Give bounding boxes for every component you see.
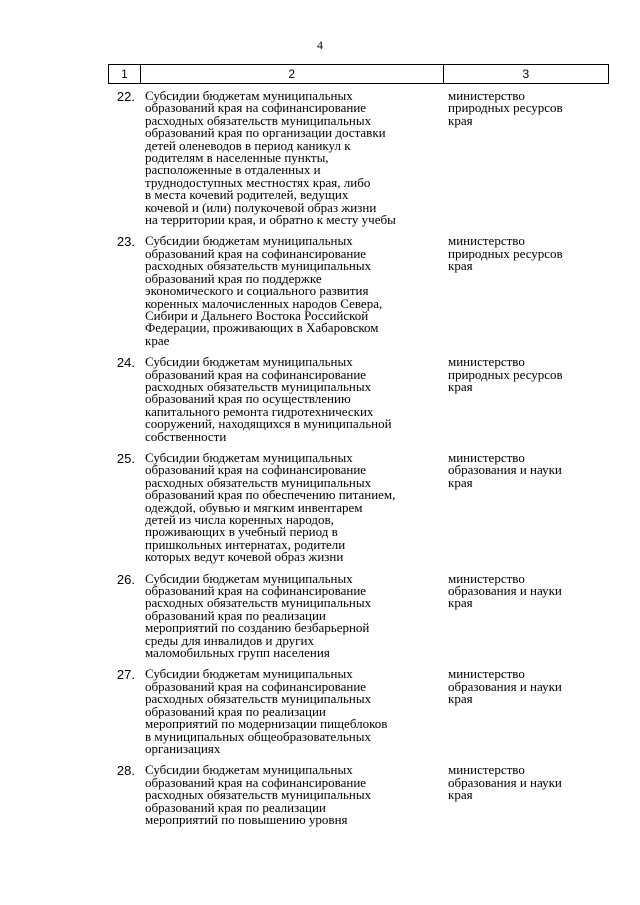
- description-line: экономического и социального развития: [145, 283, 369, 299]
- description-line: кочевой и (или) полукочевой образ жизни: [145, 199, 377, 215]
- description-line: расходных обязательств муниципальных: [145, 474, 372, 490]
- ministry-line: образования и науки: [448, 462, 562, 478]
- table-row: [108, 570, 609, 661]
- row-ministry: [442, 449, 607, 564]
- description-line: Федерации, проживающих в Хабаровском: [145, 320, 379, 336]
- column-header-1: 1: [109, 65, 141, 84]
- description-line: образований края по обеспечению питанием,: [145, 487, 396, 503]
- description-line: расходных обязательств муниципальных: [145, 595, 372, 611]
- ministry-line: природных ресурсов: [448, 100, 563, 116]
- ministry-line: края: [448, 378, 473, 394]
- description-line: образований края на софинансирование: [145, 366, 367, 382]
- description-line: расходных обязательств муниципальных: [145, 258, 372, 274]
- description-line: мероприятий по повышению уровня: [145, 811, 348, 827]
- description-line: которых ведут кочевой образ жизни: [145, 549, 344, 565]
- table-row: [108, 90, 609, 226]
- ministry-line: образования и науки: [448, 583, 562, 599]
- row-description: [139, 668, 442, 755]
- row-number: 22.: [116, 89, 135, 104]
- table-row: [108, 764, 609, 826]
- ministry-line: министерство: [448, 666, 525, 682]
- ministry-line: края: [448, 595, 473, 611]
- row-number: 24.: [116, 355, 135, 371]
- ministry-line: края: [448, 258, 473, 274]
- ministry-line: министерство: [448, 449, 525, 465]
- ministry-line: министерство: [448, 354, 525, 370]
- ministry-line: образования и науки: [448, 678, 562, 694]
- description-line: образований края по осуществлению: [145, 391, 351, 407]
- description-line: одеждой, обувью и мягким инвентарем: [145, 499, 363, 515]
- table-row: [108, 668, 609, 755]
- ministry-line: министерство: [448, 762, 525, 778]
- row-number: 27.: [116, 667, 135, 683]
- row-description: [139, 764, 442, 826]
- column-header-3: 3: [443, 65, 608, 84]
- row-ministry: [442, 235, 607, 347]
- row-description: [139, 356, 442, 443]
- description-line: труднодоступных местностях края, либо: [145, 174, 371, 190]
- description-line: Субсидии бюджетам муниципальных: [145, 354, 353, 370]
- description-line: в муниципальных общеобразовательных: [145, 728, 371, 744]
- row-ministry: [442, 570, 607, 660]
- ministry-line: края: [448, 474, 473, 490]
- description-line: расходных обязательств муниципальных: [145, 691, 372, 707]
- description-line: собственности: [145, 428, 227, 444]
- row-number: 23.: [116, 234, 135, 250]
- ministry-line: природных ресурсов: [448, 366, 563, 382]
- description-line: мероприятий по созданию безбарьерной: [145, 620, 370, 636]
- description-line: родителям в населенные пункты,: [145, 150, 329, 166]
- row-description: [139, 570, 442, 661]
- description-line: образований края на софинансирование: [145, 462, 367, 478]
- description-line: Субсидии бюджетам муниципальных: [145, 666, 353, 682]
- description-line: расходных обязательств муниципальных: [145, 787, 372, 803]
- description-line: расходных обязательств муниципальных: [145, 112, 372, 128]
- description-line: образований края на софинансирование: [145, 100, 367, 116]
- description-line: Субсидии бюджетам муниципальных: [145, 570, 353, 586]
- description-line: образований края по поддержке: [145, 270, 322, 286]
- table-header: [108, 64, 609, 84]
- description-line: сооружений, находящихся в муниципальной: [145, 416, 392, 432]
- description-line: капитального ремонта гидротехнических: [145, 403, 374, 419]
- row-number: 26.: [116, 571, 135, 587]
- description-line: проживающих в учебный период в: [145, 524, 338, 540]
- table-body: [108, 90, 609, 835]
- row-description: [139, 449, 442, 565]
- row-ministry: [442, 668, 607, 755]
- ministry-line: природных ресурсов: [448, 245, 563, 261]
- column-header-2: 2: [140, 65, 443, 84]
- description-line: расположенные в отдаленных и: [145, 162, 321, 178]
- row-ministry: [442, 356, 607, 443]
- description-line: организациях: [145, 740, 221, 756]
- description-line: Субсидии бюджетам муниципальных: [145, 88, 353, 103]
- ministry-line: министерство: [448, 233, 525, 249]
- row-number: 28.: [116, 763, 135, 779]
- row-ministry: [442, 90, 607, 226]
- description-line: образований края по организации доставки: [145, 125, 386, 141]
- description-line: в места кочевий родителей, ведущих: [145, 187, 349, 203]
- description-line: среды для инвалидов и других: [145, 632, 314, 648]
- description-line: образований края на софинансирование: [145, 245, 367, 261]
- table-row: [108, 356, 609, 443]
- description-line: детей из числа коренных народов,: [145, 512, 334, 527]
- ministry-line: края: [448, 112, 473, 128]
- description-line: мероприятий по модернизации пищеблоков: [145, 716, 388, 732]
- row-description: [139, 235, 442, 347]
- description-line: образований края по реализации: [145, 799, 326, 815]
- description-line: Субсидии бюджетам муниципальных: [145, 233, 353, 249]
- description-line: крае: [145, 332, 170, 348]
- table-row: [108, 235, 609, 347]
- description-line: Сибири и Дальнего Востока Российской: [145, 307, 369, 323]
- description-line: образований края по реализации: [145, 703, 326, 719]
- description-line: маломобильных групп населения: [145, 645, 330, 661]
- description-line: пришкольных интернатах, родители: [145, 536, 346, 552]
- row-description: [139, 90, 442, 226]
- description-line: образований края на софинансирование: [145, 678, 367, 694]
- row-number: 25.: [116, 450, 135, 466]
- description-line: коренных малочисленных народов Севера,: [145, 295, 383, 311]
- description-line: Субсидии бюджетам муниципальных: [145, 449, 353, 465]
- row-ministry: [442, 764, 607, 826]
- description-line: Субсидии бюджетам муниципальных: [145, 762, 353, 778]
- ministry-line: министерство: [448, 88, 525, 103]
- ministry-line: министерство: [448, 570, 525, 586]
- table-row: [108, 449, 609, 565]
- ministry-line: края: [448, 691, 473, 707]
- description-line: образований края на софинансирование: [145, 774, 367, 790]
- description-line: образований края по реализации: [145, 607, 326, 623]
- ministry-line: края: [448, 787, 473, 803]
- description-line: детей оленеводов в период каникул к: [145, 137, 351, 153]
- description-line: расходных обязательств муниципальных: [145, 378, 372, 394]
- description-line: на территории края, и обратно к месту учебы: [145, 212, 396, 228]
- description-line: образований края на софинансирование: [145, 583, 367, 599]
- page-number: 4: [317, 38, 323, 52]
- ministry-line: образования и науки: [448, 774, 562, 790]
